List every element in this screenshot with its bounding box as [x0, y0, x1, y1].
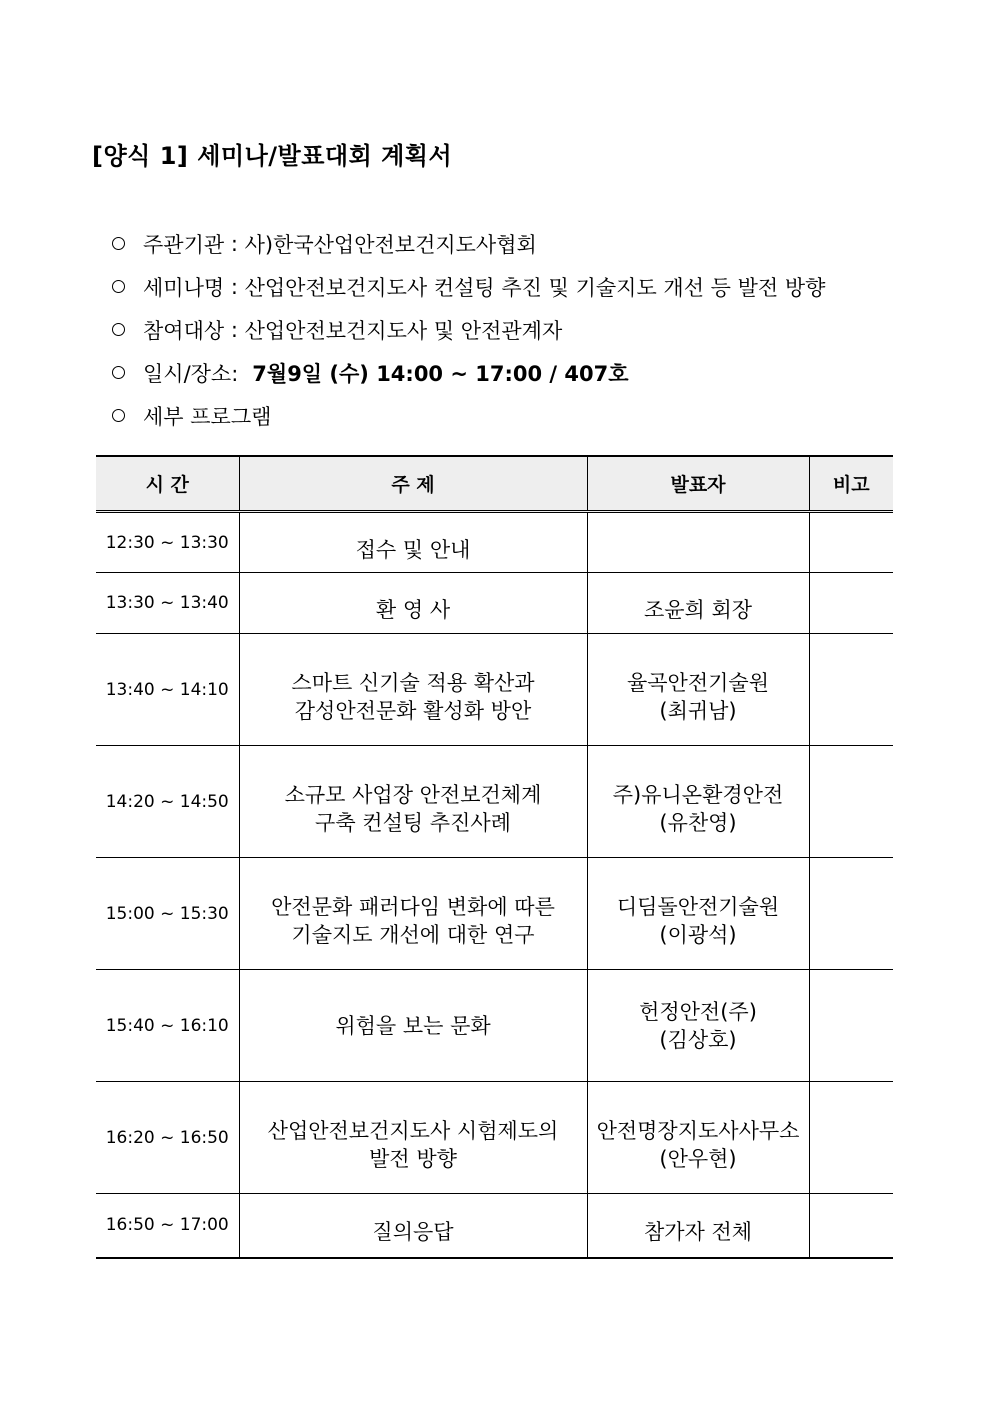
topic-cell	[239, 858, 587, 970]
topic-cell	[239, 573, 587, 634]
table-row	[96, 1194, 893, 1258]
info-item-seminar-name	[112, 265, 932, 308]
circle-bullet-icon	[112, 323, 125, 336]
note-cell	[809, 1082, 893, 1194]
time-cell: 14:20 ~ 14:50	[96, 746, 239, 858]
circle-bullet-icon	[112, 366, 125, 379]
speaker-cell	[587, 746, 809, 858]
circle-bullet-icon	[112, 409, 125, 422]
topic-line: 구축 컨설팅 추진사례	[315, 810, 511, 835]
info-separator: :	[224, 231, 245, 256]
header-speaker: 발표자	[587, 456, 809, 512]
note-cell	[809, 858, 893, 970]
info-label: 세부 프로그램	[143, 404, 272, 429]
circle-bullet-icon	[112, 280, 125, 293]
header-topic: 주 제	[239, 456, 587, 512]
info-item-datetime-place	[112, 351, 932, 394]
table-row	[96, 746, 893, 858]
info-label: 일시/장소:	[143, 361, 239, 386]
note-cell	[809, 634, 893, 746]
topic-line: 스마트 신기술 적용 확산과	[291, 670, 535, 695]
speaker-cell	[587, 634, 809, 746]
info-value: 7월9일 (수) 14:00 ~ 17:00 / 407호	[252, 361, 629, 386]
speaker-cell	[587, 858, 809, 970]
time-cell: 12:30 ~ 13:30	[96, 512, 239, 573]
time-cell: 16:20 ~ 16:50	[96, 1082, 239, 1194]
topic-line: 환 영 사	[375, 598, 451, 622]
speaker-line: (최귀남)	[659, 698, 737, 723]
topic-line: 소규모 사업장 안전보건체계	[284, 782, 542, 807]
speaker-line: 안전명장지도사사무소	[596, 1118, 800, 1143]
info-item-program	[112, 394, 932, 437]
topic-line: 안전문화 패러다임 변화에 따른	[271, 894, 555, 919]
info-item-participants	[112, 308, 932, 351]
topic-line: 산업안전보건지도사 시험제도의	[267, 1118, 559, 1143]
topic-line: 접수 및 안내	[355, 537, 471, 562]
table-header-row	[96, 456, 893, 512]
table-row	[96, 970, 893, 1082]
table-row	[96, 1082, 893, 1194]
topic-line: 발전 방향	[369, 1146, 457, 1171]
speaker-cell	[587, 1194, 809, 1258]
info-separator: :	[224, 274, 245, 299]
topic-cell	[239, 746, 587, 858]
header-time: 시 간	[96, 456, 239, 512]
table-row	[96, 512, 893, 573]
speaker-line: 율곡안전기술원	[626, 670, 769, 695]
topic-cell	[239, 1194, 587, 1258]
speaker-cell	[587, 970, 809, 1082]
speaker-line: 조윤희 회장	[643, 598, 753, 622]
note-cell	[809, 512, 893, 573]
program-table	[96, 455, 893, 1259]
speaker-line: 주)유니온환경안전	[612, 782, 784, 807]
speaker-line: (김상호)	[659, 1027, 737, 1052]
topic-cell	[239, 512, 587, 573]
topic-line: 질의응답	[372, 1220, 454, 1245]
speaker-cell	[587, 512, 809, 573]
speaker-line: 참가자 전체	[643, 1220, 753, 1245]
speaker-cell	[587, 573, 809, 634]
speaker-line: 헌정안전(주)	[639, 999, 757, 1024]
info-separator: :	[224, 317, 245, 342]
topic-line: 기술지도 개선에 대한 연구	[291, 922, 535, 947]
time-cell: 15:40 ~ 16:10	[96, 970, 239, 1082]
table-row	[96, 858, 893, 970]
topic-line: 위험을 보는 문화	[335, 1013, 491, 1038]
topic-cell	[239, 970, 587, 1082]
circle-bullet-icon	[112, 237, 125, 250]
header-note: 비고	[809, 456, 893, 512]
info-value: 산업안전보건지도사 컨설팅 추진 및 기술지도 개선 등 발전 방향	[244, 275, 826, 300]
info-label: 세미나명	[143, 275, 225, 300]
topic-line: 감성안전문화 활성화 방안	[294, 698, 532, 723]
topic-cell	[239, 634, 587, 746]
time-cell: 16:50 ~ 17:00	[96, 1194, 239, 1258]
info-value: 산업안전보건지도사 및 안전관계자	[244, 318, 563, 343]
table-row	[96, 573, 893, 634]
speaker-line: (안우현)	[659, 1146, 737, 1171]
topic-cell	[239, 1082, 587, 1194]
info-label: 참여대상	[143, 318, 225, 343]
info-item-host	[112, 222, 932, 265]
speaker-cell	[587, 1082, 809, 1194]
speaker-line: (유찬영)	[659, 810, 737, 835]
time-cell: 15:00 ~ 15:30	[96, 858, 239, 970]
note-cell	[809, 573, 893, 634]
speaker-line: 디딤돌안전기술원	[616, 894, 780, 919]
info-value: 사)한국산업안전보건지도사협회	[244, 232, 537, 257]
table-row	[96, 634, 893, 746]
info-label: 주관기관	[143, 232, 225, 257]
speaker-line: (이광석)	[659, 922, 737, 947]
time-cell: 13:40 ~ 14:10	[96, 634, 239, 746]
info-list	[112, 222, 932, 437]
note-cell	[809, 970, 893, 1082]
note-cell	[809, 746, 893, 858]
document-title: [양식 1] 세미나/발표대회 계획서	[92, 142, 453, 170]
note-cell	[809, 1194, 893, 1258]
time-cell: 13:30 ~ 13:40	[96, 573, 239, 634]
